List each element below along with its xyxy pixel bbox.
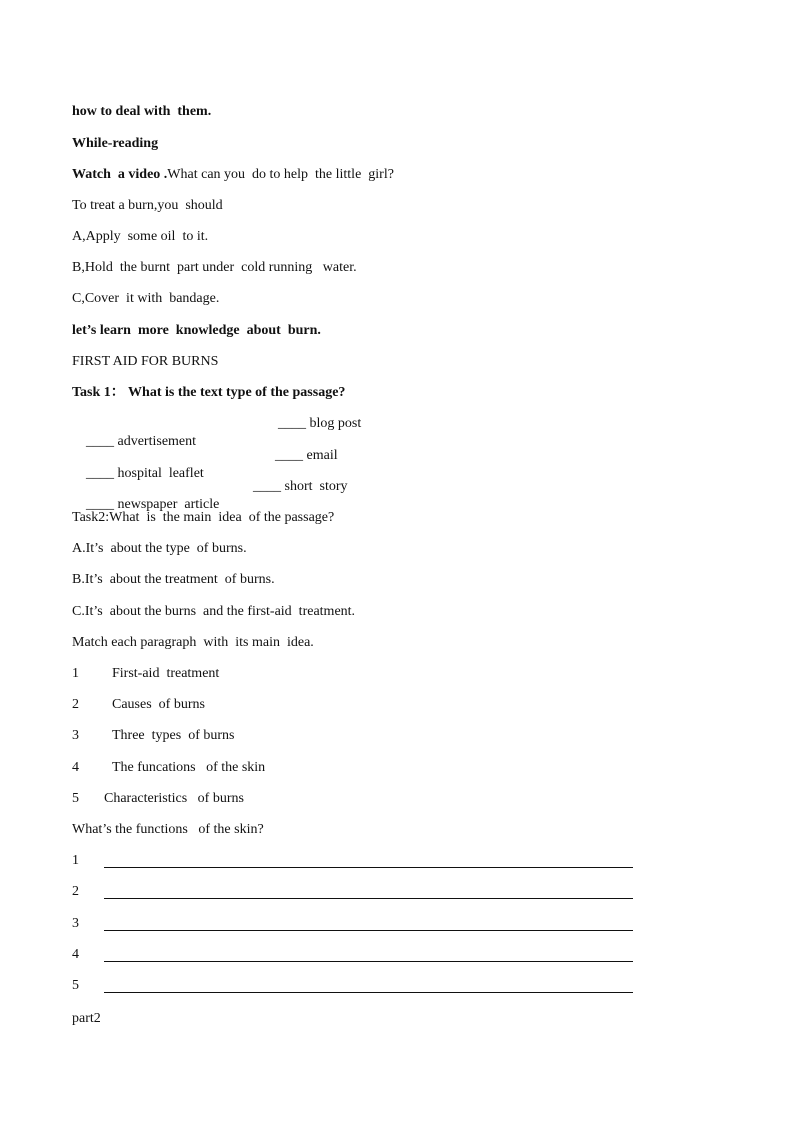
task2-option-b: B.It’s about the treatment of burns. xyxy=(72,572,275,587)
answer-number: 2 xyxy=(72,884,79,899)
section-heading-while-reading: While-reading xyxy=(72,136,159,151)
answer-line[interactable] xyxy=(104,992,633,993)
answer-line[interactable] xyxy=(104,867,633,868)
match-idea: Causes of burns xyxy=(112,697,205,712)
intro-line: how to deal with them. xyxy=(72,104,212,119)
task1-option[interactable]: ____ newspaper article xyxy=(86,497,220,512)
task2-option-c: C.It’s about the burns and the first-aid treatment. xyxy=(72,604,356,619)
passage-title: FIRST AID FOR BURNS xyxy=(72,354,219,369)
part2-label: part2 xyxy=(72,1011,101,1026)
match-idea: Characteristics of burns xyxy=(104,791,244,806)
answer-number: 3 xyxy=(72,916,79,931)
skin-functions-question: What’s the functions of the skin? xyxy=(72,822,264,837)
task1-question: Task 1： What is the text type of the passage? xyxy=(72,385,346,400)
match-number: 1 xyxy=(72,666,79,681)
answer-line[interactable] xyxy=(104,961,633,962)
option-b: B,Hold the burnt part under cold running water. xyxy=(72,260,357,275)
match-idea: Three types of burns xyxy=(112,728,235,743)
task1-option[interactable]: ____ email xyxy=(275,448,338,463)
answer-line[interactable] xyxy=(104,898,633,899)
answer-number: 4 xyxy=(72,947,79,962)
treat-burn-stem: To treat a burn,you should xyxy=(72,198,223,213)
option-a: A,Apply some oil to it. xyxy=(72,229,209,244)
option-c: C,Cover it with bandage. xyxy=(72,291,220,306)
match-number: 3 xyxy=(72,728,79,743)
task1-option[interactable]: ____ advertisement xyxy=(86,434,197,449)
match-idea: The funcations of the skin xyxy=(112,760,266,775)
answer-number: 5 xyxy=(72,978,79,993)
match-idea: First-aid treatment xyxy=(112,666,220,681)
task2-option-a: A.It’s about the type of burns. xyxy=(72,541,247,556)
task2-question: Task2:What is the main idea of the passage? xyxy=(72,510,335,525)
video-prompt-label: Watch a video . xyxy=(72,167,168,182)
match-number: 4 xyxy=(72,760,79,775)
task1-option[interactable]: ____ blog post xyxy=(278,416,362,431)
answer-line[interactable] xyxy=(104,930,633,931)
task1-option[interactable]: ____ short story xyxy=(253,479,348,494)
match-number: 2 xyxy=(72,697,79,712)
match-number: 5 xyxy=(72,791,79,806)
match-instruction: Match each paragraph with its main idea. xyxy=(72,635,314,650)
task1-option[interactable]: ____ hospital leaflet xyxy=(86,466,204,481)
video-prompt xyxy=(72,166,394,184)
learn-more-heading: let’s learn more knowledge about burn. xyxy=(72,323,321,338)
video-prompt-question: What can you do to help the little girl? xyxy=(167,167,394,182)
answer-number: 1 xyxy=(72,853,79,868)
